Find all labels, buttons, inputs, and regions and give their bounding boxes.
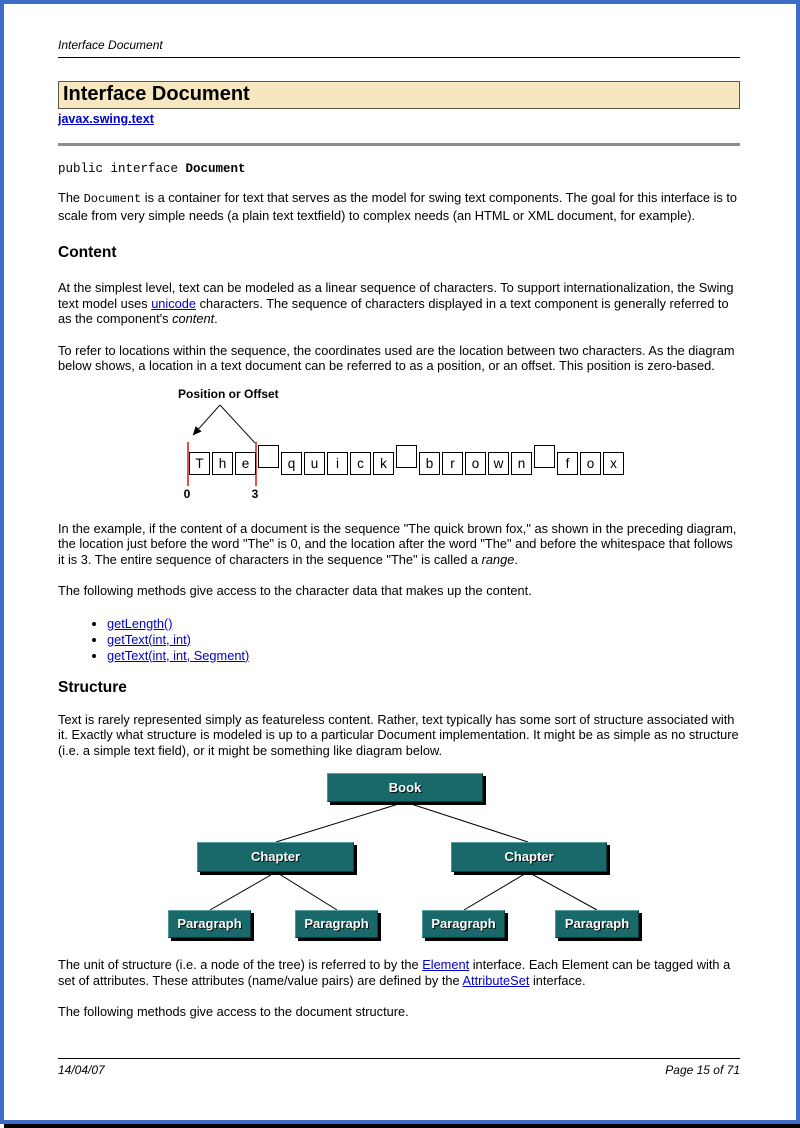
title-banner [58,81,740,109]
char-box [258,445,279,468]
element-link[interactable]: Element [422,957,470,972]
char-box: w [488,452,509,475]
example-paragraph [58,521,740,568]
page-footer [58,1058,740,1077]
running-header: Interface Document [58,38,740,58]
char-box: k [373,452,394,475]
content-heading: Content [58,244,117,261]
char-box: T [189,452,210,475]
text-segment: The unit of structure (i.e. a node of the tree) is referred to by the [58,957,423,972]
tree-node-chapter-2: Chapter [451,842,607,872]
content-paragraph-1 [58,280,740,327]
char-box [396,445,417,468]
italic-term: range [481,551,515,567]
tree-node-paragraph-4: Paragraph [555,910,639,938]
page-title: Interface Document [63,83,250,105]
tree-node-paragraph-1: Paragraph [168,910,251,938]
text-segment: . [514,551,518,567]
text-segment: interface. Each Element can be tagged with a set of attributes. These attributes (name/value pairs) are defined by the [58,957,731,988]
tree-node-book: Book [327,773,483,802]
inline-code: Document [83,192,142,206]
gettext-int-int-link[interactable]: getText(int, int) [107,631,191,647]
char-box: r [442,452,463,475]
char-box: n [511,452,532,475]
char-box: u [304,452,325,475]
tree-diagram [58,771,740,941]
pointer-line-left [194,405,220,434]
footer-date: 14/04/07 [58,1063,105,1077]
italic-term: content [172,311,215,326]
char-box: o [465,452,486,475]
tree-node-paragraph-3: Paragraph [422,910,505,938]
char-box: b [419,452,440,475]
offset-diagram-label: Position or Offset [178,386,279,401]
char-box: e [235,452,256,475]
text-segment: characters. The sequence of characters displayed in a text component is generally referred to as the component's [58,295,729,326]
list-item [107,616,740,632]
declaration-prefix: public interface [58,162,186,176]
char-box: f [557,452,578,475]
char-box: o [580,452,601,475]
char-box: h [212,452,233,475]
separator-rule [58,143,740,146]
methods-intro-paragraph: The following methods give access to the character data that makes up the content. [58,583,532,598]
text-segment: In the example, if the content of a document is the sequence "The quick brown fox," as shown in the preceding diagram, the location just before the word "The" is 0, and the location after the word "The" and before the whitespace that follows it is 3. The entire sequence of characters in the sequence "The" is called a [58,520,737,567]
structure-paragraph-2 [58,957,740,988]
tree-node-chapter-1: Chapter [197,842,354,872]
char-box: q [281,452,302,475]
list-item [107,648,740,664]
package-link[interactable]: javax.swing.text [58,112,154,126]
content-paragraph-2: To refer to locations within the sequence, the coordinates used are the location between two characters. As the diagram below shows, a location in a text document can be referred to as a position, or an offset. This position is zero-based. [58,342,735,373]
character-boxes [189,445,626,475]
page-bottom-shadow [4,1124,800,1128]
marker-label-3: 3 [251,486,259,501]
char-box: x [603,452,624,475]
char-box: i [327,452,348,475]
interface-declaration [58,162,740,176]
intro-paragraph [58,190,740,223]
text-segment: The [58,190,84,205]
page-content [4,38,796,1020]
pointer-line-right [220,405,255,443]
text-segment: At the simplest level, text can be modeled as a linear sequence of characters. To support internationalization, the Swing text model uses [58,280,734,311]
footer-page-number: Page 15 of 71 [665,1063,740,1077]
char-box [534,445,555,468]
attributeset-link[interactable]: AttributeSet [462,972,530,988]
unicode-link[interactable]: unicode [151,295,197,311]
offset-diagram [58,387,740,505]
structure-paragraph-1: Text is rarely represented simply as featureless content. Rather, text typically has some sort of structure associated with it. Exactly what structure is modeled is up to a particular Document implementation. It might be as simple as no structure (i.e. a simple text field), or it might be something like diagram below. [58,711,739,758]
text-segment: interface. [529,972,586,988]
list-item [107,632,740,648]
tree-node-paragraph-2: Paragraph [295,910,378,938]
getlength-link[interactable]: getLength() [107,615,173,631]
text-segment: . [214,311,218,326]
text-segment: is a container for text that serves as the model for swing text components. The goal for this interface is to scale from very simple needs (a plain text textfield) to complex needs (an HTML or XML document, for example). [58,190,738,223]
char-box: c [350,452,371,475]
structure-methods-intro-paragraph: The following methods give access to the document structure. [58,1004,409,1019]
structure-heading: Structure [58,678,127,696]
package-link-row [58,112,740,126]
methods-list [58,616,740,664]
gettext-int-int-segment-link[interactable]: getText(int, int, Segment) [107,647,250,663]
declaration-name: Document [185,162,246,176]
marker-label-0: 0 [183,486,191,501]
